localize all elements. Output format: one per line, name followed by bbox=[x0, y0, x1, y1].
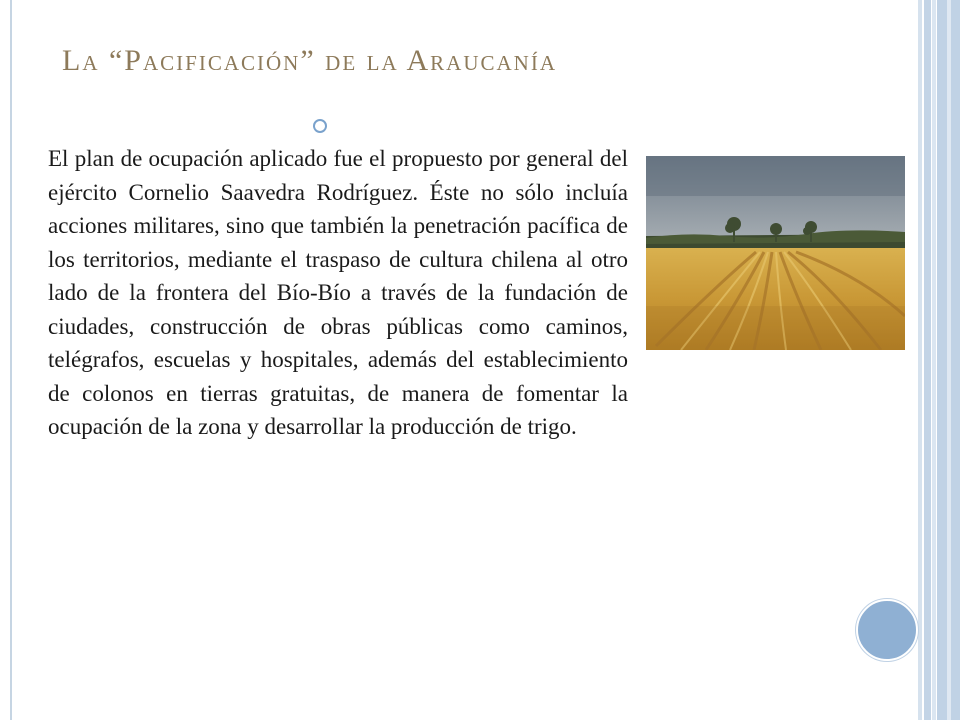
right-stripe bbox=[932, 0, 936, 720]
wheat-field-photo bbox=[646, 156, 905, 350]
right-stripe bbox=[918, 0, 922, 720]
right-stripe bbox=[924, 0, 931, 720]
slide-title: La “Pacificación” de la Araucanía bbox=[62, 44, 557, 77]
slide-body-text: El plan de ocupación aplicado fue el propuesto por general del ejército Cornelio Saavedra Rodríguez. Éste no sólo incluía acciones militares, sino que también la penetración pacífica de los territorios, mediante el traspaso de cultura chilena al otro lado de la frontera del Bío-Bío a través de la fundación de ciudades, construcción de obras públicas como caminos, telégrafos, escuelas y hospitales, además del establecimiento de colonos en tierras gratuitas, de manera de fomentar la ocupación de la zona y desarrollar la producción de trigo. bbox=[48, 146, 628, 439]
bullet-icon bbox=[313, 119, 327, 133]
right-stripe bbox=[947, 0, 951, 720]
decor-circle bbox=[856, 599, 918, 661]
left-rule bbox=[10, 0, 12, 720]
wheat-field-photo-graphic bbox=[646, 156, 905, 350]
